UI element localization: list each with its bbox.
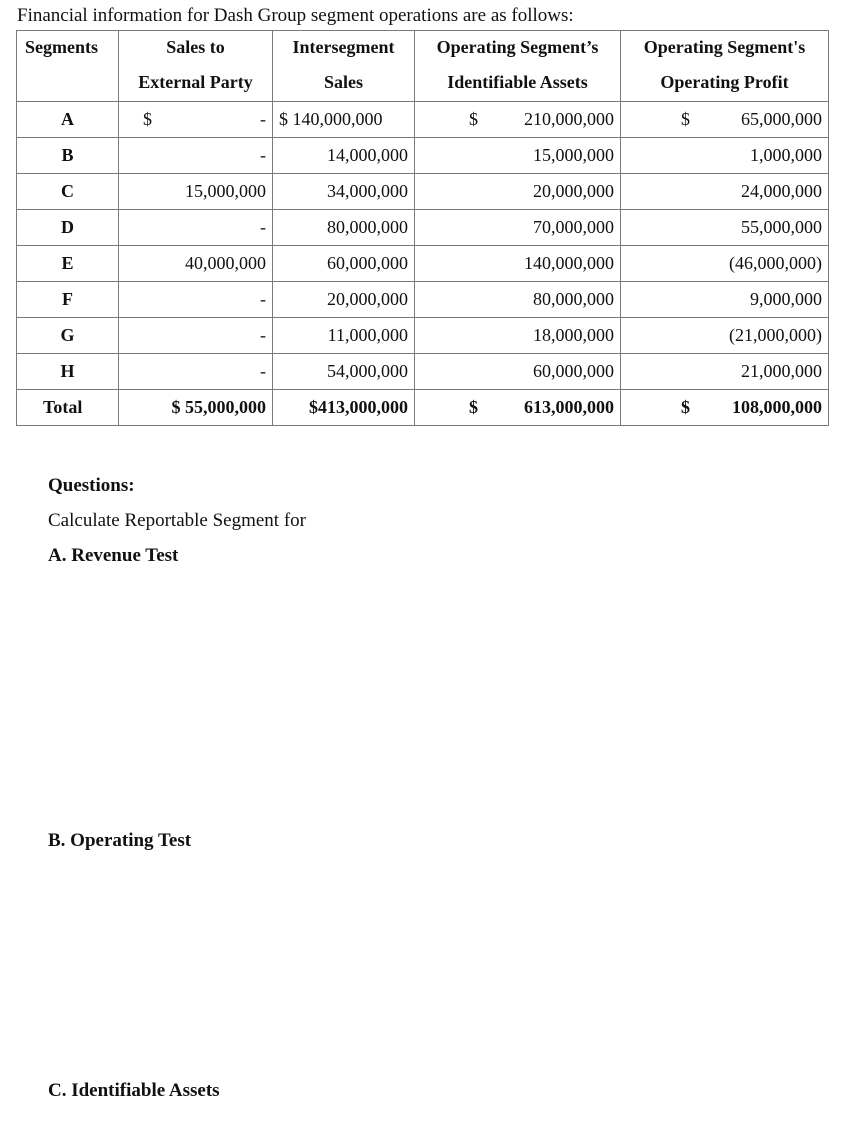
header-segments: Segments [17, 31, 119, 64]
total-assets-value: 613,000,000 [524, 397, 614, 417]
total-profit-value: 108,000,000 [732, 397, 822, 417]
header-sales: Sales [273, 63, 415, 102]
header-operating-segments-profit: Operating Segment's [621, 31, 829, 64]
header-operating-segments: Operating Segment’s [415, 31, 621, 64]
external-cell: - [119, 318, 273, 354]
intersegment-cell: $ 140,000,000 [273, 102, 415, 138]
profit-cell [621, 102, 829, 138]
assets-cell [415, 102, 621, 138]
table-row-h [17, 354, 829, 390]
segment-cell: A [17, 102, 119, 138]
assets-cell: 18,000,000 [415, 318, 621, 354]
currency-symbol: $ [681, 109, 690, 129]
external-cell: 40,000,000 [119, 246, 273, 282]
intersegment-cell: 34,000,000 [273, 174, 415, 210]
question-c: C. Identifiable Assets [48, 1080, 220, 1101]
total-external: $ 55,000,000 [119, 390, 273, 426]
segment-cell: B [17, 138, 119, 174]
profit-cell: 9,000,000 [621, 282, 829, 318]
external-cell: - [119, 210, 273, 246]
currency-symbol: $ [469, 397, 478, 417]
segment-cell: F [17, 282, 119, 318]
external-cell: - [119, 138, 273, 174]
total-intersegment: $413,000,000 [273, 390, 415, 426]
header-operating-profit: Operating Profit [621, 63, 829, 102]
currency-symbol: $ [143, 109, 152, 129]
intersegment-cell: 20,000,000 [273, 282, 415, 318]
header-external-party: External Party [119, 63, 273, 102]
intersegment-cell: 60,000,000 [273, 246, 415, 282]
intersegment-cell: 80,000,000 [273, 210, 415, 246]
segment-table [16, 30, 829, 426]
table-row-d [17, 210, 829, 246]
assets-cell: 60,000,000 [415, 354, 621, 390]
intersegment-cell: 54,000,000 [273, 354, 415, 390]
question-b: B. Operating Test [48, 830, 192, 851]
total-label: Total [17, 390, 119, 426]
table-row-a [17, 102, 829, 138]
intersegment-cell: 11,000,000 [273, 318, 415, 354]
questions-instruction: Calculate Reportable Segment for [48, 510, 306, 531]
external-value: - [260, 109, 266, 129]
external-cell [119, 102, 273, 138]
assets-cell: 80,000,000 [415, 282, 621, 318]
total-profit-cell [621, 390, 829, 426]
table-row-c [17, 174, 829, 210]
assets-cell: 70,000,000 [415, 210, 621, 246]
segment-cell: G [17, 318, 119, 354]
header-row-2 [17, 63, 829, 102]
question-a: A. Revenue Test [48, 545, 179, 566]
table-row-g [17, 318, 829, 354]
segment-cell: E [17, 246, 119, 282]
header-row-1 [17, 31, 829, 64]
segment-cell: H [17, 354, 119, 390]
profit-cell: 24,000,000 [621, 174, 829, 210]
intro-text: Financial information for Dash Group segment operations are as follows: [17, 5, 574, 26]
currency-symbol: $ [469, 109, 478, 129]
external-cell: 15,000,000 [119, 174, 273, 210]
assets-cell: 20,000,000 [415, 174, 621, 210]
table-row-total [17, 390, 829, 426]
profit-cell: 1,000,000 [621, 138, 829, 174]
assets-cell: 140,000,000 [415, 246, 621, 282]
profit-cell: (46,000,000) [621, 246, 829, 282]
external-cell: - [119, 282, 273, 318]
profit-cell: 21,000,000 [621, 354, 829, 390]
intersegment-cell: 14,000,000 [273, 138, 415, 174]
header-intersegment: Intersegment [273, 31, 415, 64]
profit-value: 65,000,000 [741, 109, 822, 129]
table-row-f [17, 282, 829, 318]
profit-cell: 55,000,000 [621, 210, 829, 246]
assets-value: 210,000,000 [524, 109, 614, 129]
segment-cell: C [17, 174, 119, 210]
table-row-e [17, 246, 829, 282]
segment-cell: D [17, 210, 119, 246]
header-segments-sub [17, 63, 119, 102]
header-sales-to: Sales to [119, 31, 273, 64]
total-assets-cell [415, 390, 621, 426]
questions-heading: Questions: [48, 475, 135, 496]
table-row-b [17, 138, 829, 174]
currency-symbol: $ [681, 397, 690, 417]
profit-cell: (21,000,000) [621, 318, 829, 354]
external-cell: - [119, 354, 273, 390]
header-identifiable-assets: Identifiable Assets [415, 63, 621, 102]
assets-cell: 15,000,000 [415, 138, 621, 174]
